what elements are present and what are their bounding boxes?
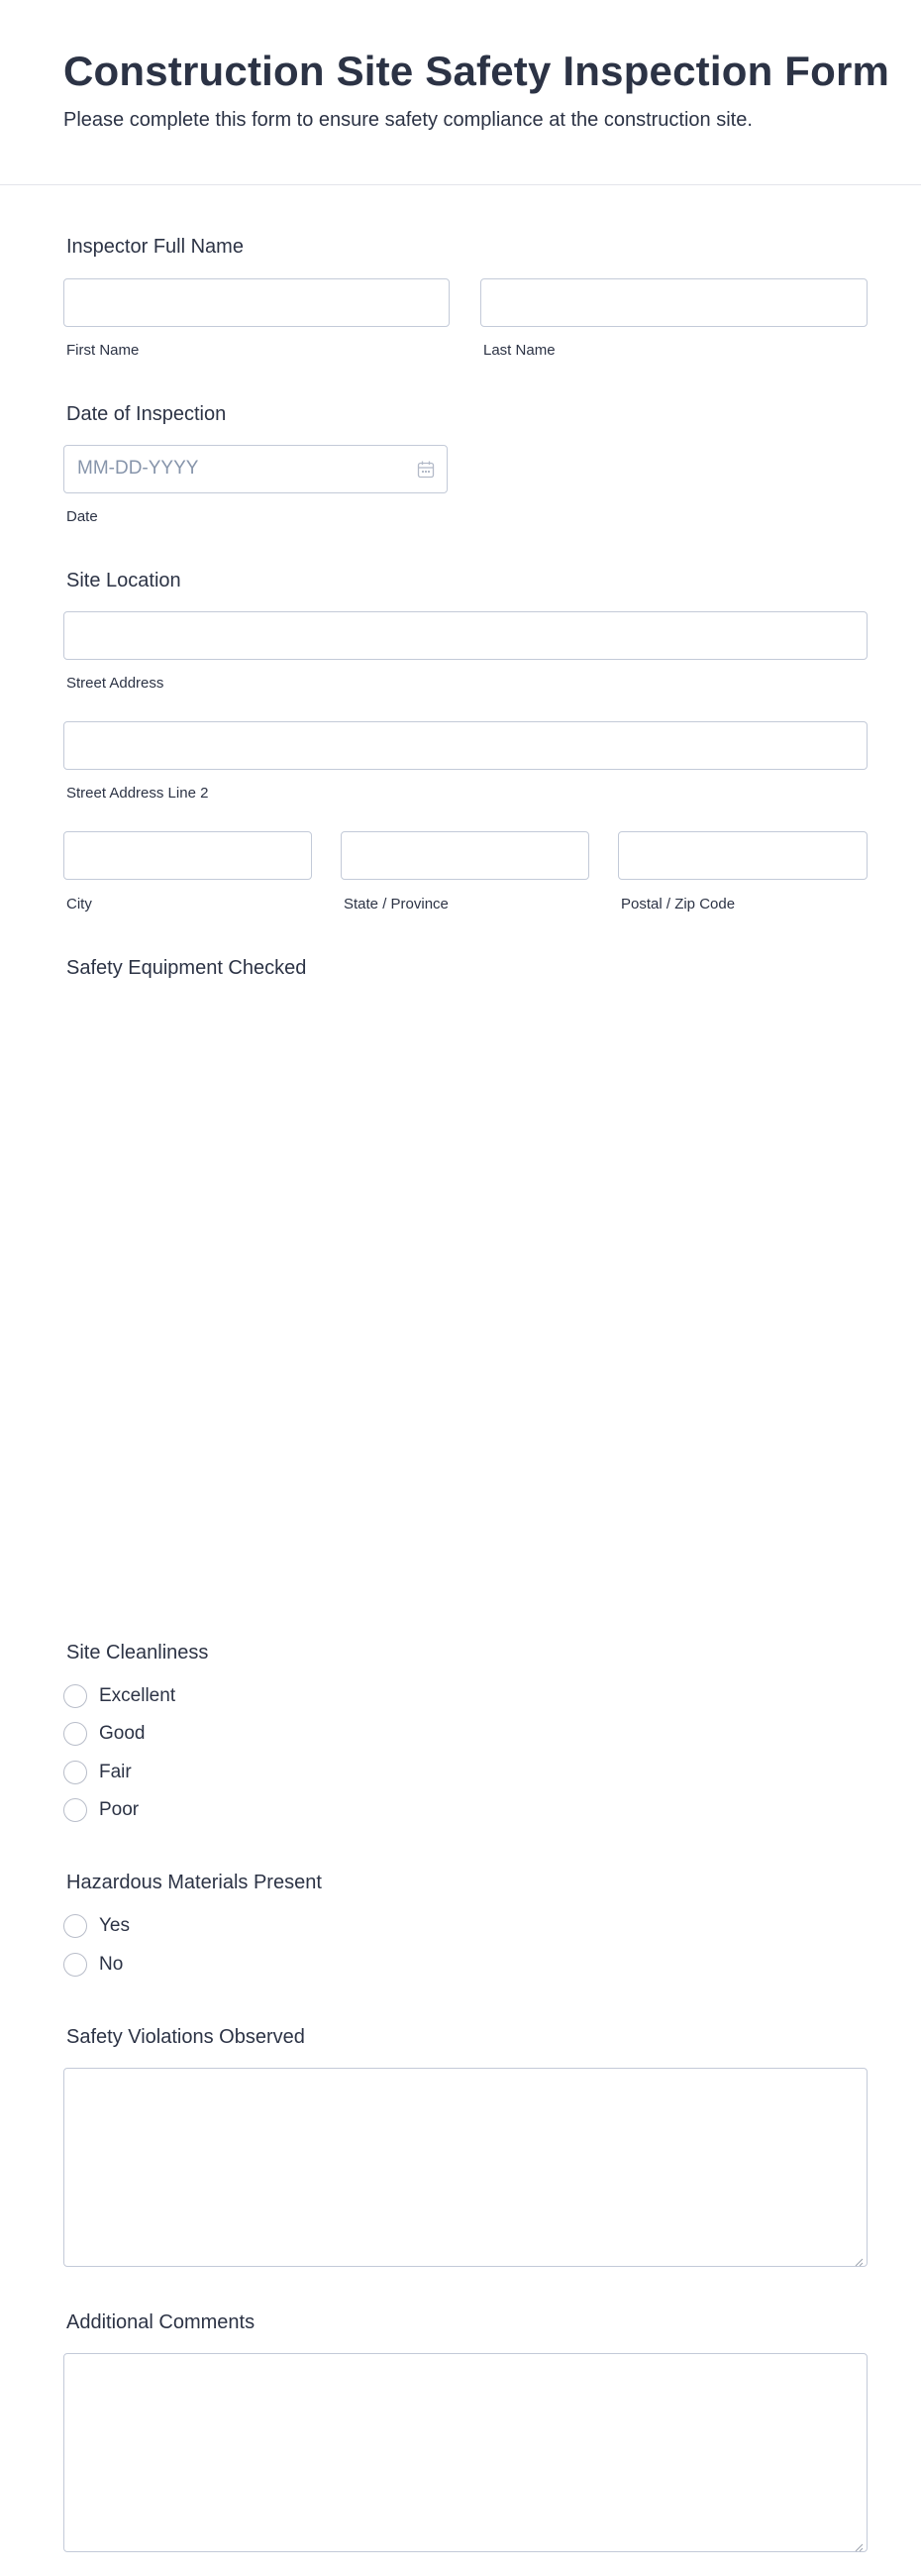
form-title: Construction Site Safety Inspection Form — [63, 48, 890, 94]
street-address-input[interactable] — [63, 611, 868, 660]
radio-button[interactable] — [63, 1953, 87, 1977]
safety-violations-textarea[interactable] — [63, 2068, 868, 2267]
radio-label: No — [99, 1954, 124, 1975]
hazardous-materials-label: Hazardous Materials Present — [66, 1872, 322, 1893]
street-address-line2-input[interactable] — [63, 721, 868, 770]
radio-label: Fair — [99, 1762, 132, 1782]
inspector-name-label: Inspector Full Name — [66, 236, 244, 258]
radio-label: Good — [99, 1723, 146, 1744]
calendar-icon[interactable] — [417, 460, 435, 480]
radio-button[interactable] — [63, 1722, 87, 1746]
form-header — [0, 0, 921, 185]
last-name-input[interactable] — [480, 278, 868, 327]
date-sublabel: Date — [66, 508, 98, 525]
radio-label: Poor — [99, 1799, 140, 1820]
last-name-sublabel: Last Name — [483, 342, 556, 359]
safety-equipment-label: Safety Equipment Checked — [66, 957, 307, 979]
safety-violations-label: Safety Violations Observed — [66, 2026, 305, 2048]
date-placeholder: MM-DD-YYYY — [77, 458, 199, 479]
radio-button[interactable] — [63, 1684, 87, 1708]
radio-button[interactable] — [63, 1798, 87, 1822]
date-input[interactable] — [63, 445, 448, 493]
date-label: Date of Inspection — [66, 403, 227, 425]
resize-grip-icon[interactable] — [855, 2254, 864, 2263]
state-province-input[interactable] — [341, 831, 589, 880]
resize-grip-icon[interactable] — [855, 2539, 864, 2548]
additional-comments-textarea[interactable] — [63, 2353, 868, 2552]
site-location-label: Site Location — [66, 570, 181, 591]
state-province-sublabel: State / Province — [344, 896, 449, 912]
postal-code-input[interactable] — [618, 831, 868, 880]
radio-label: Yes — [99, 1915, 130, 1936]
street-address-line2-sublabel: Street Address Line 2 — [66, 785, 209, 802]
radio-button[interactable] — [63, 1914, 87, 1938]
first-name-input[interactable] — [63, 278, 450, 327]
city-sublabel: City — [66, 896, 92, 912]
postal-code-sublabel: Postal / Zip Code — [621, 896, 736, 912]
first-name-sublabel: First Name — [66, 342, 140, 359]
radio-label: Excellent — [99, 1685, 176, 1706]
additional-comments-label: Additional Comments — [66, 2311, 256, 2333]
radio-button[interactable] — [63, 1761, 87, 1784]
street-address-sublabel: Street Address — [66, 675, 164, 692]
form-subtitle: Please complete this form to ensure safety compliance at the construction site. — [63, 109, 753, 131]
city-input[interactable] — [63, 831, 312, 880]
site-cleanliness-label: Site Cleanliness — [66, 1642, 209, 1664]
